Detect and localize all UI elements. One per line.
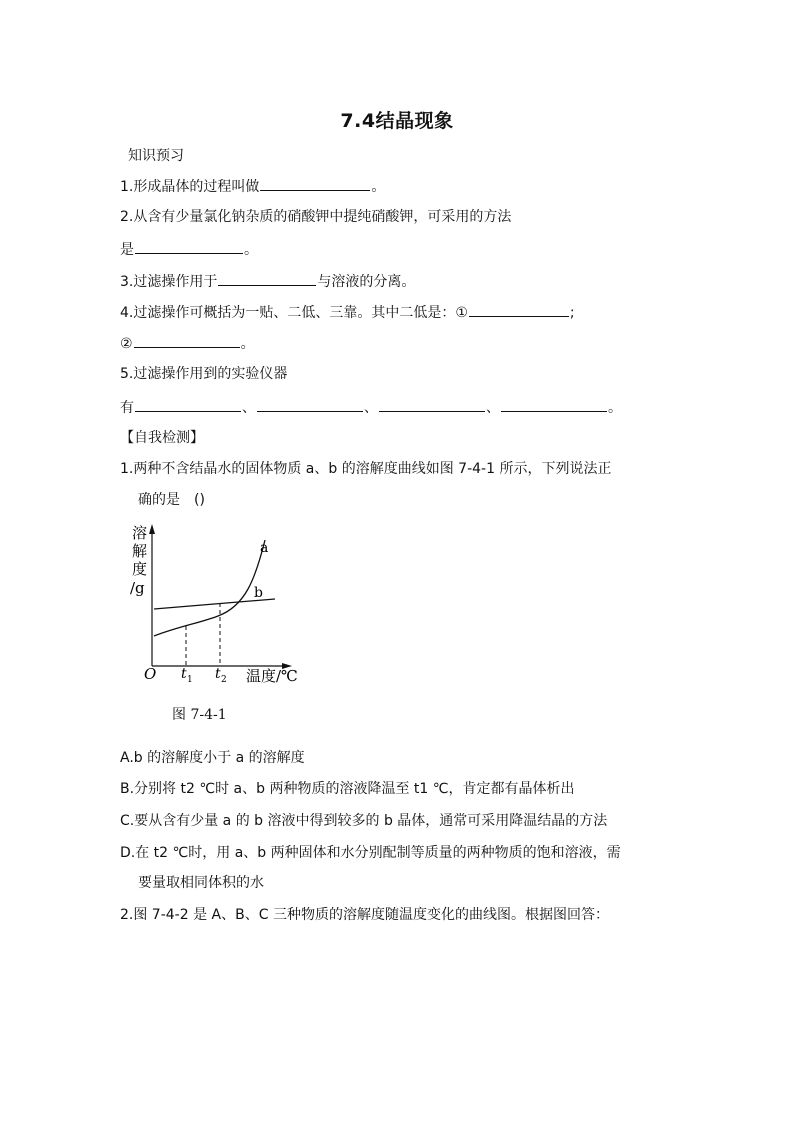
y-label-char: /g (130, 579, 145, 597)
y-axis-arrow (149, 524, 155, 534)
option-a: A.b 的溶解度小于 a 的溶解度 (120, 750, 305, 766)
question-4-line-2-start: ② (120, 336, 133, 352)
answer-blank (260, 176, 370, 191)
answer-blank (135, 397, 241, 412)
section-heading-self-check: 【自我检测】 (120, 430, 204, 446)
question-3 (120, 271, 415, 292)
answer-blank (218, 271, 316, 286)
question-4-end: ; (569, 305, 575, 321)
question-5-line-1: 5.过滤操作用到的实验仪器 (120, 366, 288, 382)
separator: 、 (364, 400, 378, 416)
option-b: B.分别将 t2 ℃时 a、b 两种物质的溶液降温至 t1 ℃，肯定都有晶体析出 (120, 781, 575, 797)
question-2-line-1: 2.从含有少量氯化钠杂质的硝酸钾中提纯硝酸钾，可采用的方法 (120, 209, 512, 225)
y-label-char: 解 (132, 542, 148, 560)
origin-label: O (144, 665, 157, 683)
separator: 、 (242, 400, 256, 416)
answer-blank (257, 397, 363, 412)
question-2-start: 是 (120, 242, 134, 258)
figure-caption: 图 7-4-1 (172, 707, 227, 723)
question-4-start: 4.过滤操作可概括为一贴、二低、三靠。其中二低是：① (120, 305, 468, 321)
curve-a (154, 540, 265, 636)
option-c: C.要从含有少量 a 的 b 溶液中得到较多的 b 晶体，通常可采用降温结晶的方法 (120, 813, 608, 829)
problem-1-line-2: 确的是 () (138, 492, 205, 508)
question-4-line-2-end: 。 (240, 336, 255, 352)
answer-blank (501, 397, 607, 412)
t1-label: t (181, 666, 187, 682)
question-3-end: 与溶液的分离。 (317, 274, 416, 290)
y-label-char: 溶 (132, 524, 148, 542)
curve-a-label: a (260, 540, 269, 556)
t2-label: t (215, 666, 221, 682)
answer-blank (469, 302, 569, 317)
curve-b-label: b (254, 585, 263, 601)
y-label-char: 度 (132, 560, 148, 578)
question-5-end: 。 (608, 400, 622, 416)
x-axis-label: 温度/℃ (246, 667, 298, 685)
question-2-end: 。 (244, 242, 258, 258)
problem-1-line-1: 1.两种不含结晶水的固体物质 a、b 的溶解度曲线如图 7-4-1 所示，下列说法正 (120, 461, 612, 477)
question-5-line-2 (120, 397, 622, 418)
option-d-line-2: 要量取相同体积的水 (138, 875, 264, 891)
option-d-line-1: D.在 t2 ℃时，用 a、b 两种固体和水分别配制等质量的两种物质的饱和溶液，需 (120, 845, 621, 861)
separator: 、 (486, 400, 500, 416)
question-4-line-1 (120, 302, 575, 323)
question-1-text: 1.形成晶体的过程叫做 (120, 179, 260, 195)
question-1 (120, 176, 385, 197)
answer-blank (379, 397, 485, 412)
solubility-figure (120, 518, 320, 688)
t1-subscript: 1 (187, 675, 193, 685)
question-2-line-2 (120, 239, 258, 260)
question-1-end: 。 (371, 179, 386, 195)
question-4-line-2 (120, 333, 255, 354)
question-5-start: 有 (120, 400, 134, 416)
answer-blank (134, 333, 240, 348)
page-title: 7.4结晶现象 (340, 110, 454, 132)
section-heading-preview: 知识预习 (128, 148, 184, 164)
problem-2-line-1: 2.图 7-4-2 是 A、B、C 三种物质的溶解度随温度变化的曲线图。根据图回答： (120, 907, 609, 923)
t2-subscript: 2 (221, 675, 227, 685)
question-3-start: 3.过滤操作用于 (120, 274, 218, 290)
answer-blank (135, 239, 243, 254)
